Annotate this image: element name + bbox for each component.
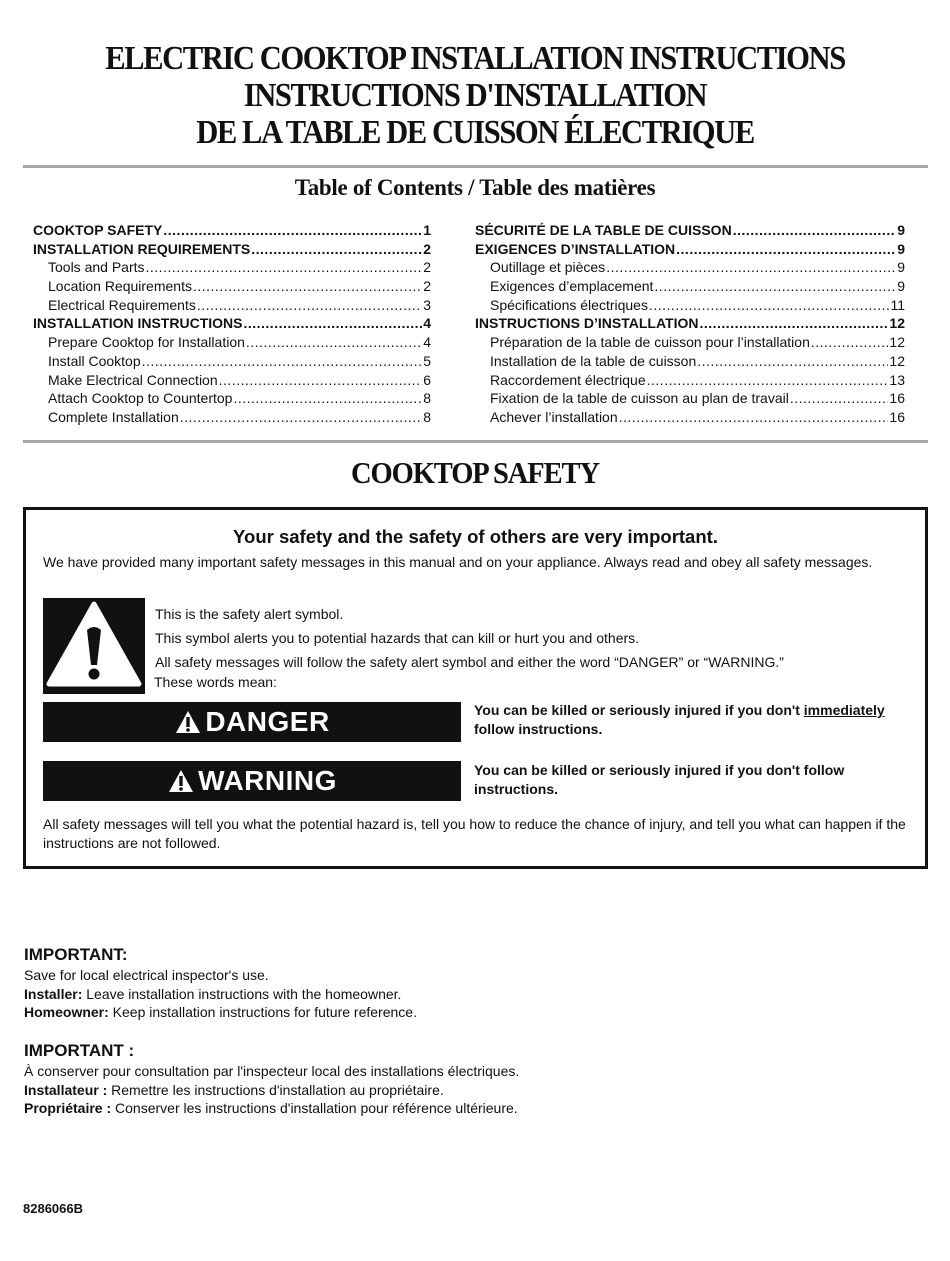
- warning-label: WARNING: [198, 765, 337, 796]
- toc-entry-label: Location Requirements: [48, 278, 192, 295]
- toc-entry: [475, 258, 905, 277]
- toc-entry-page: 2: [423, 278, 431, 295]
- danger-alert-icon: [174, 709, 202, 735]
- toc-entry-page: 9: [897, 240, 905, 257]
- safety-alert-triangle-icon: [43, 598, 145, 694]
- toc-entry-page: 8: [423, 390, 431, 407]
- toc-leader-dots: [619, 408, 889, 427]
- danger-label: DANGER: [205, 706, 330, 737]
- toc-leader-dots: [606, 258, 896, 277]
- toc-entry-page: 9: [897, 259, 905, 276]
- section-title-cooktop-safety: COOKTOP SAFETY: [351, 455, 599, 490]
- toc-leader-dots: [251, 240, 422, 259]
- alert-line-4: These words mean:: [154, 674, 277, 690]
- toc-entry-page: 4: [423, 334, 431, 351]
- toc-leader-dots: [647, 371, 889, 390]
- toc-leader-dots: [654, 277, 896, 296]
- warning-description: You can be killed or seriously injured if you don't follow instructions.: [474, 762, 845, 797]
- toc-entry-label: Raccordement électrique: [490, 371, 646, 388]
- toc-entry-page: 6: [423, 371, 431, 388]
- divider-top: [23, 165, 928, 168]
- toc-entry-label: Exigences d’emplacement: [490, 278, 654, 295]
- important-english: [24, 944, 417, 1022]
- important-line-fr: À conserver pour consultation par l'inspecteur local des installations électriques.: [24, 1063, 520, 1079]
- toc-entry-page: 12: [889, 315, 905, 332]
- toc-leader-dots: [697, 352, 888, 371]
- toc-entry: [33, 371, 431, 390]
- toc-leader-dots: [243, 314, 422, 333]
- title-line-3: DE LA TABLE DE CUISSON ÉLECTRIQUE: [196, 114, 754, 151]
- toc-entry-page: 1: [423, 222, 431, 238]
- warning-alert-icon: [167, 768, 195, 794]
- toc-entry-page: 4: [423, 315, 431, 332]
- toc-entry-page: 16: [889, 408, 905, 425]
- toc-entry: [475, 221, 905, 240]
- toc-entry-label: Install Cooktop: [48, 352, 141, 369]
- toc-entry-label: INSTALLATION INSTRUCTIONS: [33, 315, 243, 332]
- toc-entry-label: Prepare Cooktop for Installation: [48, 334, 245, 351]
- toc-entry: [33, 352, 431, 371]
- toc-entry-page: 13: [889, 371, 905, 388]
- toc-leader-dots: [233, 389, 422, 408]
- title-line-2: INSTRUCTIONS D'INSTALLATION: [243, 77, 707, 114]
- toc-entry: [475, 277, 905, 296]
- safety-alert-symbol: [43, 598, 145, 694]
- toc-entry: [33, 408, 431, 427]
- document-title: [0, 40, 950, 151]
- toc-leader-dots: [146, 258, 423, 277]
- warning-signal-bar: [43, 761, 461, 801]
- toc-entry-label: Fixation de la table de cuisson au plan de travail: [490, 390, 789, 407]
- toc-entry-label: Tools and Parts: [48, 259, 145, 276]
- danger-description: You can be killed or seriously injured if you don't immediately follow instructions.: [474, 702, 885, 737]
- safety-intro: We have provided many important safety messages in this manual and on your appliance. Always read and obey all safety messages.: [43, 554, 873, 570]
- toc-entry: [475, 352, 905, 371]
- toc-leader-dots: [699, 314, 888, 333]
- toc-entry: [33, 277, 431, 296]
- danger-signal-bar: [43, 702, 461, 742]
- toc-leader-dots: [733, 221, 897, 240]
- toc-entry: [33, 389, 431, 408]
- toc-entry: [475, 296, 905, 315]
- toc-entry-page: 2: [423, 240, 431, 257]
- safety-message-box: [23, 507, 928, 869]
- toc-entry: [475, 333, 905, 352]
- toc-entry-page: 9: [897, 278, 905, 295]
- toc-entry-label: Spécifications électriques: [490, 296, 648, 313]
- toc-entry-page: 12: [889, 334, 905, 351]
- toc-entry-label: EXIGENCES D’INSTALLATION: [475, 240, 676, 257]
- toc-column-french: [475, 221, 905, 427]
- toc-leader-dots: [246, 333, 422, 352]
- toc-entry-label: INSTALLATION REQUIREMENTS: [33, 240, 251, 257]
- toc-entry-label: COOKTOP SAFETY: [33, 222, 163, 238]
- important-line-en: Save for local electrical inspector's use.: [24, 967, 269, 983]
- toc-entry-label: Attach Cooktop to Countertop: [48, 390, 233, 407]
- toc-entry-page: 2: [423, 259, 431, 276]
- toc-entry: [33, 240, 431, 259]
- toc-entry-label: INSTRUCTIONS D’INSTALLATION: [475, 315, 699, 332]
- toc-entry-page: 3: [423, 296, 431, 313]
- toc-leader-dots: [676, 240, 896, 259]
- title-line-1: ELECTRIC COOKTOP INSTALLATION INSTRUCTIONS: [105, 40, 845, 77]
- toc-leader-dots: [180, 408, 422, 427]
- toc-entry: [475, 389, 905, 408]
- installer-note-en: Installer: Leave installation instructions with the homeowner.: [24, 985, 402, 1002]
- toc-entry: [33, 221, 431, 240]
- alert-line-2: This symbol alerts you to potential hazards that can kill or hurt you and others.: [155, 630, 640, 646]
- toc-entry: [33, 296, 431, 315]
- toc-entry: [475, 314, 905, 333]
- safety-footer: All safety messages will tell you what the potential hazard is, tell you how to reduce the chance of injury, and tell you what can happen if the instructions are not followed.: [43, 816, 906, 851]
- toc-entry-label: Outillage et pièces: [490, 259, 606, 276]
- toc-entry-label: Installation de la table de cuisson: [490, 352, 697, 369]
- toc-leader-dots: [142, 352, 423, 371]
- toc-entry: [33, 333, 431, 352]
- toc-entry-page: 8: [423, 408, 431, 425]
- toc-entry-label: Complete Installation: [48, 408, 179, 425]
- toc-entry-page: 12: [889, 352, 905, 369]
- toc-leader-dots: [219, 371, 423, 390]
- toc-entry-page: 5: [423, 352, 431, 369]
- toc-column-english: [33, 221, 431, 427]
- safety-heading: Your safety and the safety of others are very important.: [233, 526, 718, 547]
- toc-entry: [33, 314, 431, 333]
- part-number: 8286066B: [23, 1201, 83, 1216]
- important-french: [24, 1040, 519, 1118]
- toc-entry-page: 16: [889, 390, 905, 407]
- toc-title: Table of Contents / Table des matières: [294, 175, 656, 200]
- divider-middle: [23, 440, 928, 443]
- toc-leader-dots: [197, 296, 422, 315]
- homeowner-note-fr: Propriétaire : Conserver les instructions d'installation pour référence ultérieure.: [24, 1100, 518, 1116]
- toc-leader-dots: [163, 221, 422, 240]
- toc-entry-label: Achever l’installation: [490, 408, 618, 425]
- toc-entry: [33, 258, 431, 277]
- toc-entry-page: 9: [897, 222, 905, 238]
- toc-leader-dots: [193, 277, 422, 296]
- homeowner-note-en: Homeowner: Keep installation instructions for future reference.: [24, 1004, 417, 1020]
- toc-entry: [475, 408, 905, 427]
- toc-leader-dots: [790, 389, 889, 408]
- installer-note-fr: Installateur : Remettre les instructions d'installation au propriétaire.: [24, 1081, 444, 1098]
- toc-entry: [475, 371, 905, 390]
- important-title-fr: IMPORTANT :: [24, 1041, 135, 1060]
- danger-emphasis: immediately: [803, 702, 885, 718]
- alert-line-1: This is the safety alert symbol.: [155, 606, 344, 622]
- toc-leader-dots: [811, 333, 889, 352]
- toc-entry: [475, 240, 905, 259]
- toc-entry-label: Préparation de la table de cuisson pour l’installation: [490, 334, 810, 351]
- toc-leader-dots: [649, 296, 889, 315]
- toc-entry-label: Make Electrical Connection: [48, 371, 218, 388]
- important-title-en: IMPORTANT:: [24, 945, 128, 964]
- toc-entry-label: SÉCURITÉ DE LA TABLE DE CUISSON: [475, 222, 732, 238]
- alert-line-3: All safety messages will follow the safety alert symbol and either the word “DANGER” or “WARNING.”: [155, 654, 784, 670]
- toc-entry-page: 11: [890, 296, 905, 313]
- toc-entry-label: Electrical Requirements: [48, 296, 196, 313]
